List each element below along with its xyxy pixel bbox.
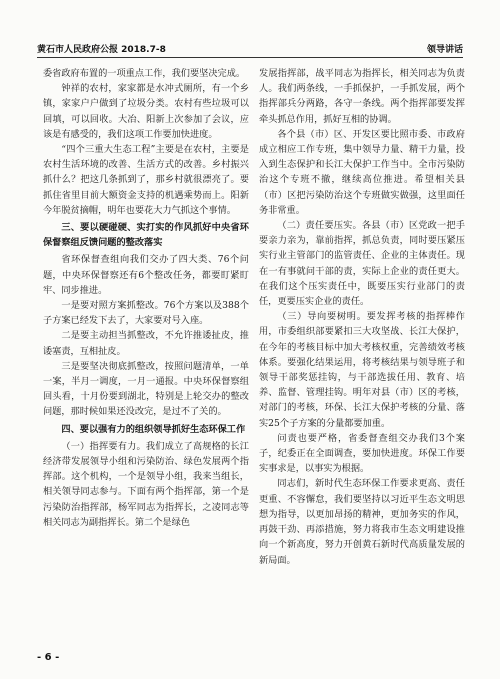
section-heading: 四、要以强有力的组织领导抓好生态环保工作 [61, 423, 246, 435]
paragraph: 发展指挥部，战平同志为指挥长，相关同志为负责人。我们两条线，一手抓保护，一手抓发展，两个指挥部兵分两路，各守一条线。两个指挥部要发挥牵头抓总作用，抓好互相的协调。 [259, 68, 465, 125]
header-rule [37, 57, 463, 58]
paragraph: 三是要坚决彻底抓整改，按照问题清单，一单一案，半月一调度，一月一通报。中央环保督察组回头看，十月份要到湖北，特别是上轮交办的整改问题，那时候如果还没改完，是过不了关的。 [43, 360, 249, 418]
paragraph: （一）指挥要有力。我们成立了高规格的长江经济带发展领导小组和污染防治、绿色发展两个指挥部。这个机构，一个是领导小组，我来当组长，相关领导同志参与。下面有两个指挥部，第一个是污染防治指挥部，杨军同志为指挥长，之凌同志等相关同志为副指挥长。第二个是绿色 [43, 440, 249, 528]
header-section: 领导讲话 [426, 45, 463, 55]
paragraph: 同志们，新时代生态环保工作要求更高、责任更重、不容懈怠，我们要坚持以习近平生态文明思想为指导，以更加昂扬的精神，更加务实的作风，再鼓干劲、再添措施，努力将我市生态文明建设推向一个新高度，努力开创黄石新时代高质量发展的新局面。 [259, 478, 465, 566]
paragraph: 省环保督查组向我们交办了四大类、76个问题，中央环保督察还有6个整改任务，都要盯紧盯牢、同步推进。 [43, 254, 249, 296]
paragraph: 问责也要严格，省委督查组交办我们3个案子，纪委正在全面调查，要加快进度。环保工作要实事求是，以事实为根据。 [259, 432, 465, 475]
paragraph: 各个县（市）区、开发区要比照市委、市政府成立相应工作专班，集中领导力量、精干力量，投入到生态保护和长江大保护工作当中。全市污染防治这个专班不撤，继续高位推进。希望相关县（市）区把污染防治这个专班做实做强，这里面任务非常重。 [259, 128, 465, 216]
paragraph: 钟祥的农村，家家都是水冲式厕所，有一个乡镇，家家户户做到了垃圾分类。农村有些垃圾可以回填，可以回收。大冶、阳新上次参加了会议，应该是有感受的，我们这项工作要加快进度。 [43, 83, 249, 140]
paragraph: 委省政府布置的一项重点工作，我们要坚决完成。 [43, 68, 246, 79]
section-heading: 三、要以硬碰硬、实打实的作风抓好中央省环保督察组反馈问题的整改落实 [43, 222, 249, 249]
paragraph: （三）导向要树明。要发挥考核的指挥棒作用，市委组织部要紧扣三大攻坚战、长江大保护，在今年的考核目标中加大考核权重，完善绩效考核体系。要强化结果运用，将考核结果与领导班子和领导干部奖惩挂钩，与干部选拔任用、教育、培养、监督、管理挂钩。明年对县（市）区的考核，对部门的考核，环保、长江大保护考核的分量、落实25个子方案的分量都要加重。 [259, 311, 465, 429]
right-column [259, 66, 465, 656]
paragraph: 二是要主动担当抓整改，不允许推诿扯皮，推诿塞责，互相扯皮。 [43, 330, 249, 357]
left-column [43, 66, 249, 656]
paragraph: 一是要对照方案抓整改。76个方案以及388个子方案已经发下去了，大家要对号入座。 [43, 300, 249, 327]
paragraph: （二）责任要压实。各县（市）区党政一把手要亲力亲为，靠前指挥，抓总负责，同时要压紧压实行业主管部门的监管责任、企业的主体责任。现在一有事就问干部的责，实际上企业的责任更大。在我们这个压实责任中，既要压实行业部门的责任，更要压实企业的责任。 [259, 220, 465, 308]
page-number: - 6 - [37, 652, 60, 663]
page-header [37, 41, 463, 55]
header-publication: 黄石市人民政府公报 2018.7-8 [37, 45, 166, 55]
paragraph: “四个三重大生态工程”主要是在农村，主要是农村生活环境的改善、生活方式的改善。乡村振兴抓什么？把这几条抓到了，那乡村就很漂亮了。要抓住省里目前大额资金支持的机遇乘势而上。阳新今年脱贫摘帽，明年也要花大力气抓这个事情。 [43, 144, 249, 216]
